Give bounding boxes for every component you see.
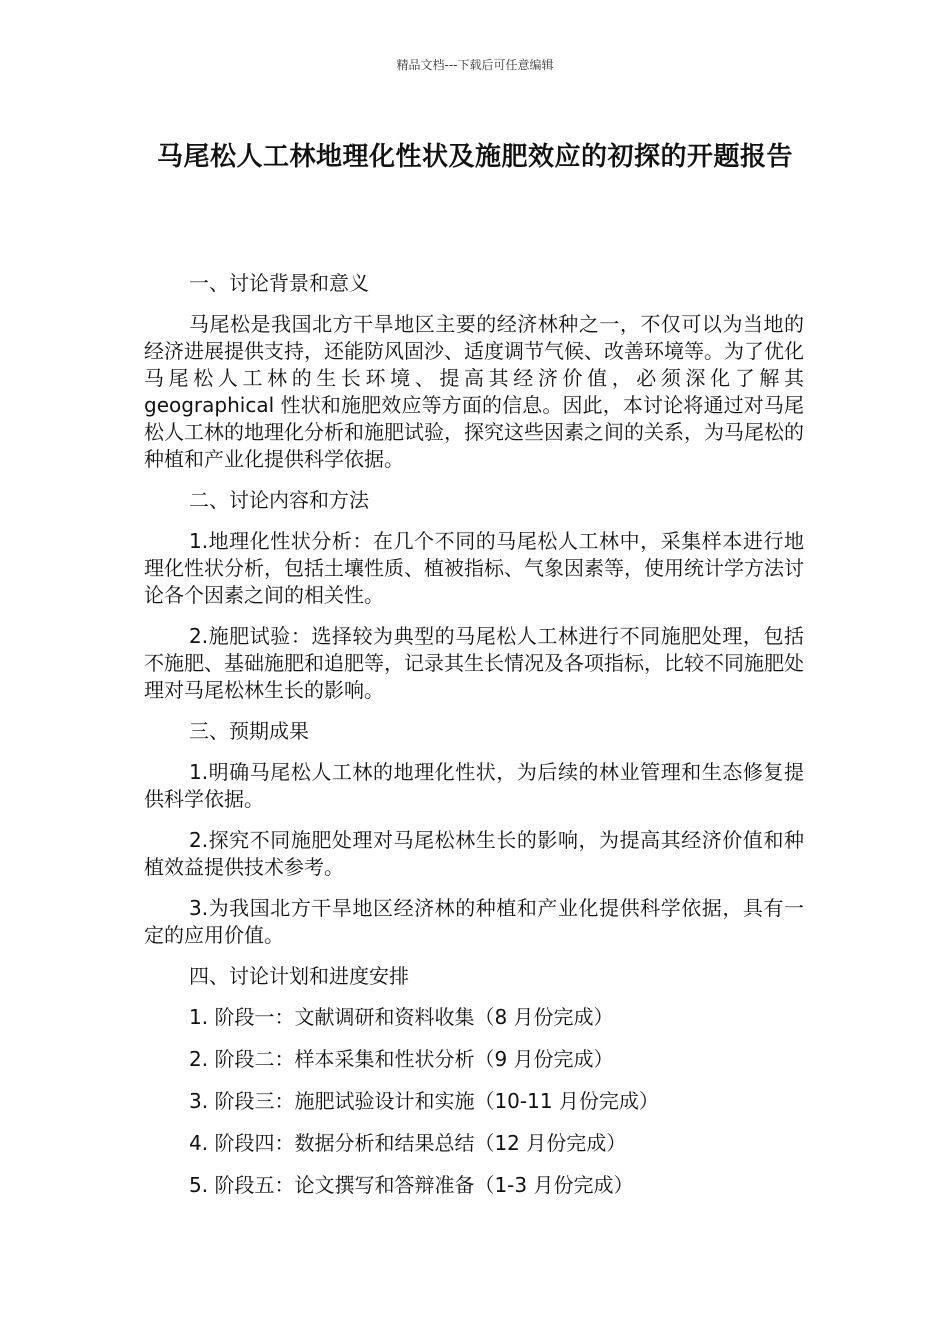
schedule-step: 2. 阶段二：样本采集和性状分析（9 月份完成） <box>189 1047 614 1071</box>
schedule-step: 4. 阶段四：数据分析和结果总结（12 月份完成） <box>189 1131 627 1155</box>
paragraph-result-3: 3.为我国北方干旱地区经济林的种植和产业化提供科学依据，具有一定的应用价值。 <box>144 896 804 947</box>
schedule-step: 1. 阶段一：文献调研和资料收集（8 月份完成） <box>189 1005 614 1029</box>
section-heading-schedule: 四、讨论计划和进度安排 <box>189 964 409 988</box>
section-heading-content-methods: 二、讨论内容和方法 <box>189 488 369 512</box>
document-title: 马尾松人工林地理化性状及施肥效应的初探的开题报告 <box>156 142 793 172</box>
page-header: 精品文档---下载后可任意编辑 <box>396 58 554 72</box>
paragraph-background: 马尾松是我国北方干旱地区主要的经济林种之一，不仅可以为当地的经济进展提供支持，还能防风固沙、适度调节气候、改善环境等。为了优化马尾松人工林的生长环境、提高其经济价值，必须深化了解其 geographical 性状和施肥效应等方面的信息。因此，本讨论将通过对马尾松人工林的地理化分析和施肥试验，探究这些因素之间的关系，为马尾松的种植和产业化提供科学依据。 <box>144 312 804 471</box>
schedule-step: 5. 阶段五：论文撰写和答辩准备（1-3 月份完成） <box>189 1173 634 1197</box>
paragraph-result-1: 1.明确马尾松人工林的地理化性状，为后续的林业管理和生态修复提供科学依据。 <box>144 760 804 811</box>
schedule-step: 3. 阶段三：施肥试验设计和实施（10-11 月份完成） <box>189 1089 659 1113</box>
document-body <box>144 270 804 1214</box>
paragraph-fertilization-test: 2.施肥试验：选择较为典型的马尾松人工林进行不同施肥处理，包括不施肥、基础施肥和追肥等，记录其生长情况及各项指标，比较不同施肥处理对马尾松林生长的影响。 <box>144 624 804 702</box>
section-heading-background: 一、讨论背景和意义 <box>189 271 369 295</box>
section-heading-expected-results: 三、预期成果 <box>189 719 309 743</box>
paragraph-result-2: 2.探究不同施肥处理对马尾松林生长的影响，为提高其经济价值和种植效益提供技术参考。 <box>144 828 804 879</box>
paragraph-geochemical-analysis: 1.地理化性状分析：在几个不同的马尾松人工林中，采集样本进行地理化性状分析，包括土壤性质、植被指标、气象因素等，使用统计学方法讨论各个因素之间的相关性。 <box>144 529 804 607</box>
